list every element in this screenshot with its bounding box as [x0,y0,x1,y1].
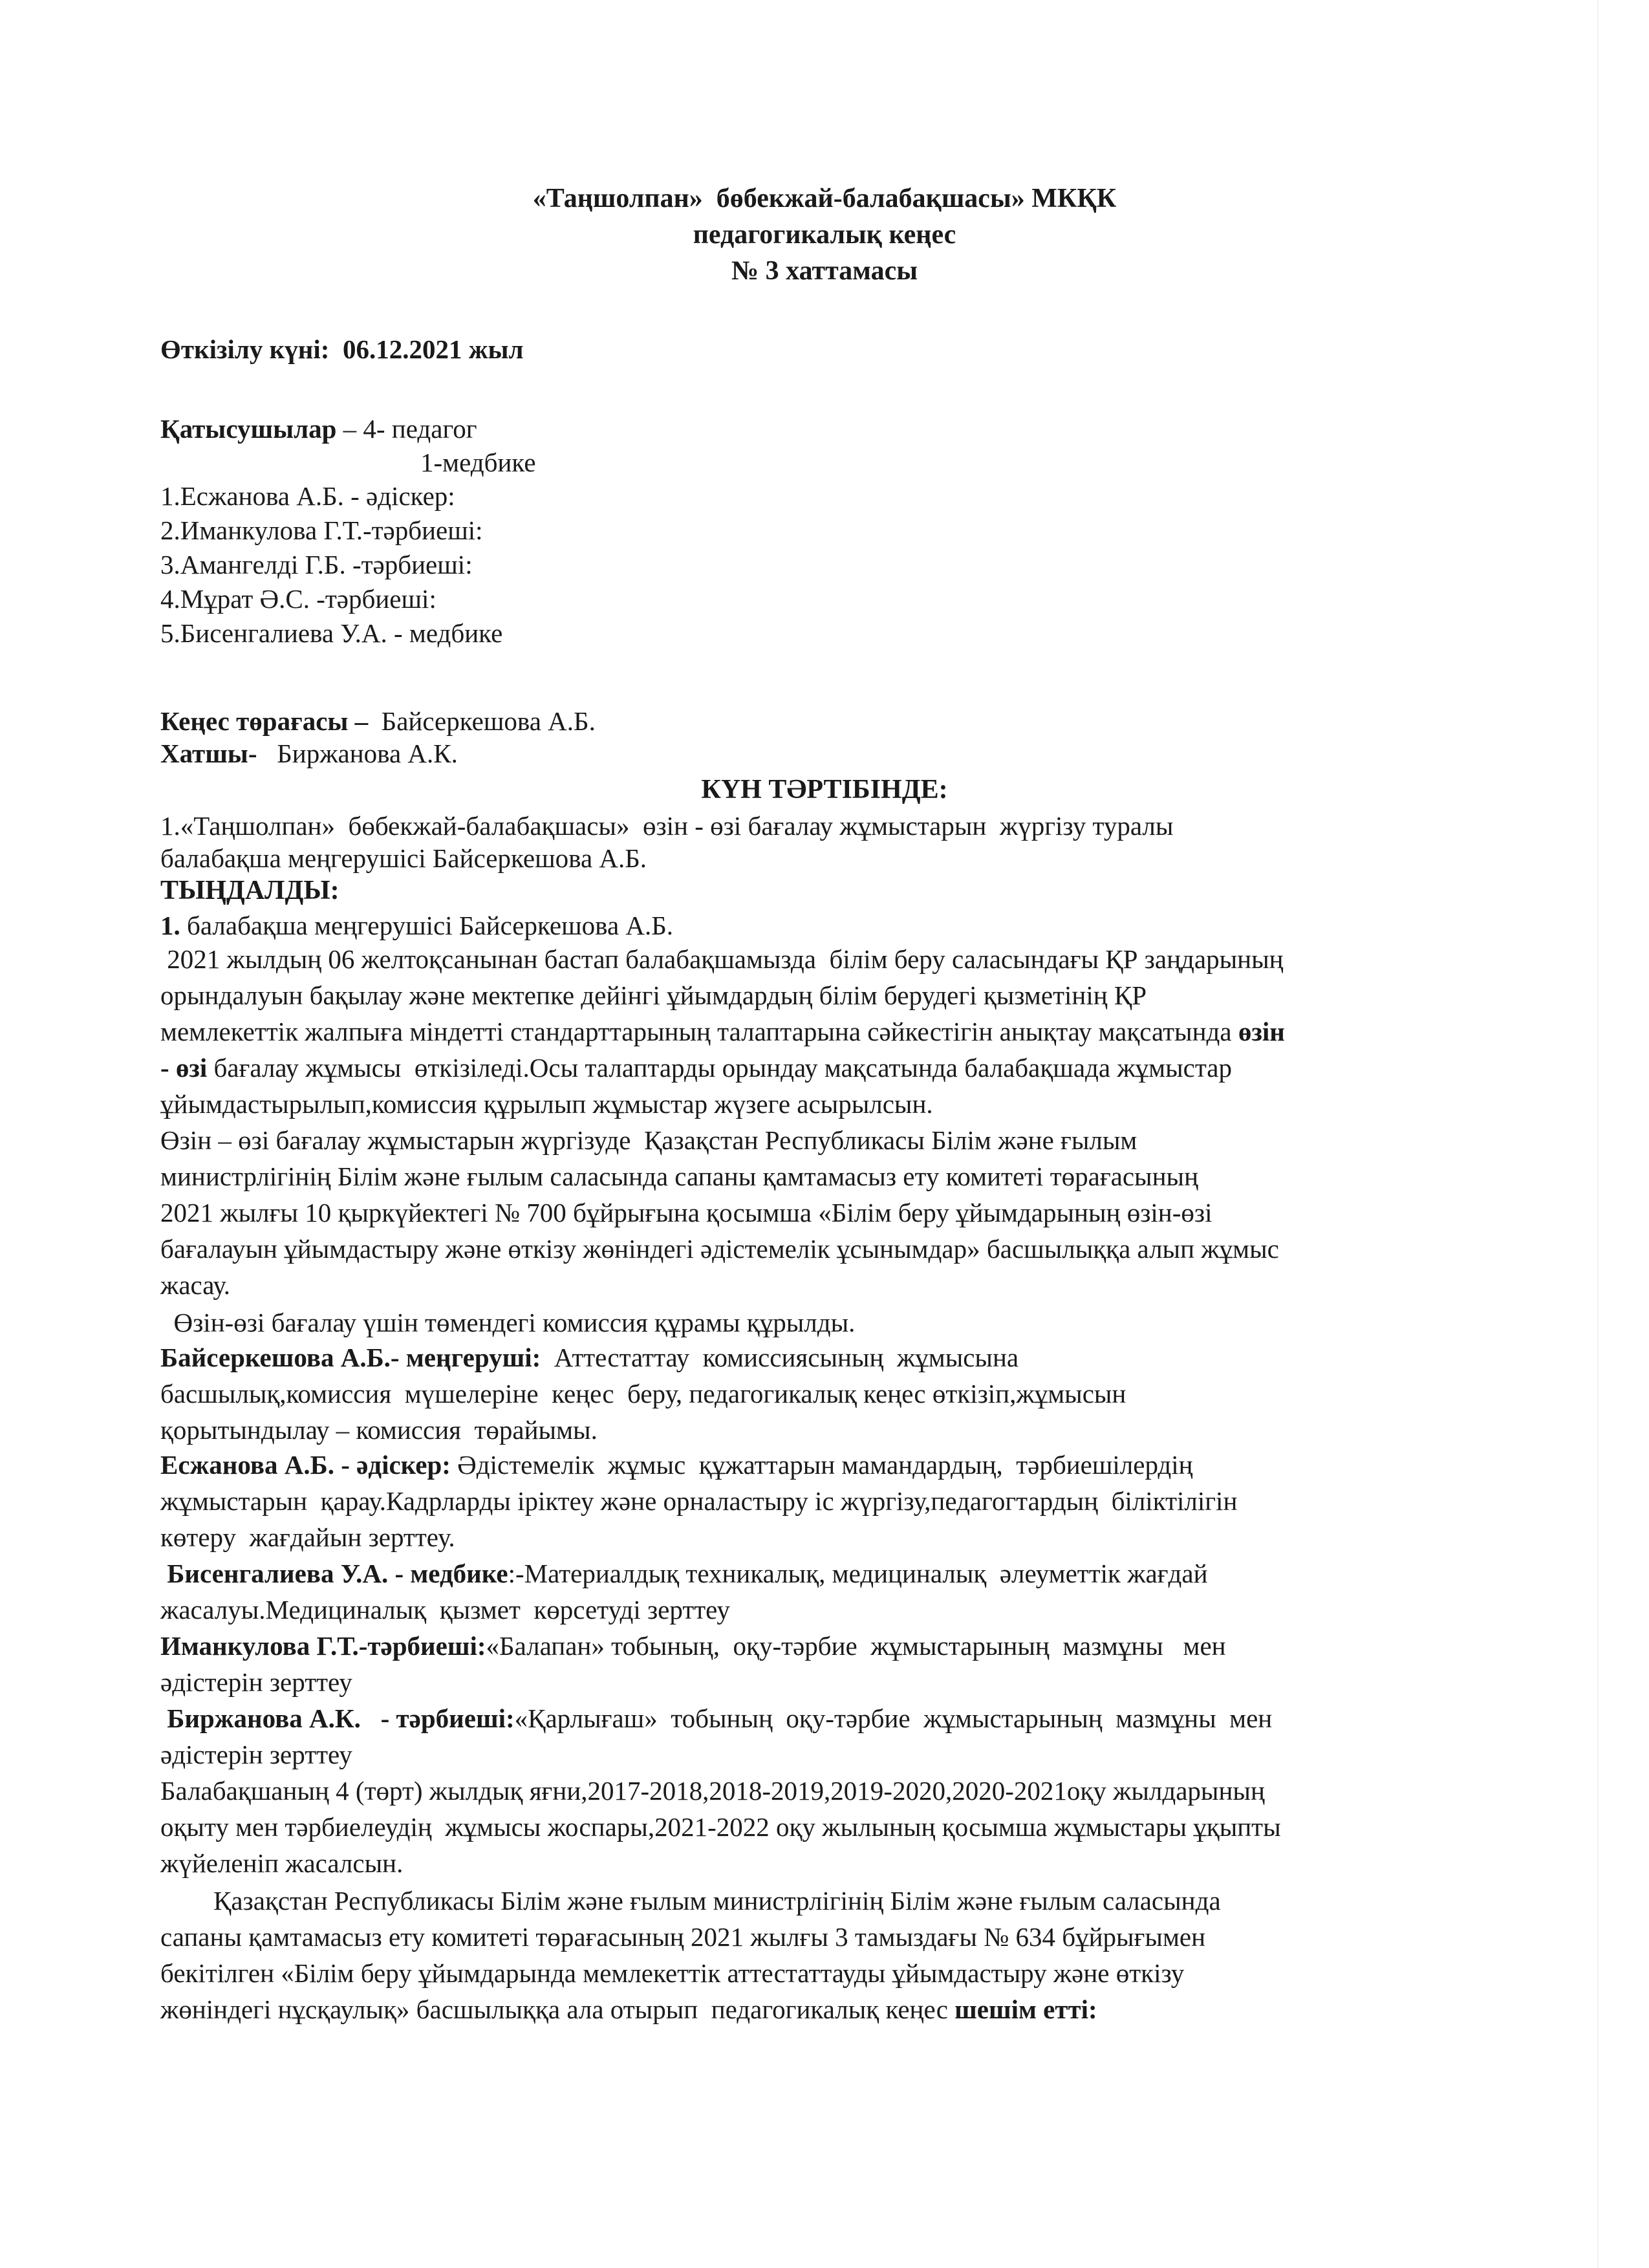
decision-line-2: сапаны қамтамасыз ету комитеті төрағасының 2021 жылғы 3 тамыздағы № 634 бұйрығымен [160,1922,1206,1952]
participants-count-2: 1-медбике [420,448,536,477]
member-2-name: Есжанова А.Б. - әдіскер: [160,1450,451,1480]
doc-header-protocol: № 3 хаттамасы [731,256,918,286]
secretary-name: Биржанова А.К. [257,739,458,768]
member-4-line-2: әдістерін зерттеу [160,1667,352,1697]
agenda-title: КҮН ТӘРТІБІНДЕ: [701,775,948,805]
plan-line-2: оқыту мен тәрбиелеудің жұмысы жоспары,2021-2022 оқу жылының қосымша жұмыстары ұқыпты [160,1812,1281,1842]
member-4-line-1: «Балапан» тобының, оқу-тәрбие жұмыстарының мазмұны мен [486,1631,1226,1661]
member-4-name: Иманкулова Г.Т.-тәрбиеші: [160,1631,486,1661]
plan-line-1: Балабақшаның 4 (төрт) жылдық яғни,2017-2018,2018-2019,2019-2020,2020-2021оқу жылдарының [160,1776,1265,1806]
commission-member-5 [160,1702,1272,1734]
heard-item-text: балабақша меңгерушісі Байсеркешова А.Б. [180,911,674,940]
para2-line-3: 2021 жылғы 10 қыркүйектегі № 700 бұйрығына қосымша «Білім беру ұйымдарының өзін-өзі [160,1198,1212,1227]
date-label: Өткізілу күні: [160,334,330,364]
council-chair [160,705,596,737]
chair-label: Кеңес төрағасы – [160,706,369,736]
secretary [160,737,458,770]
para1-line-4-text: бағалау жұмысы өткізіледі.Осы талаптарды орындау мақсатында балабақшада жұмыстар [207,1053,1232,1083]
heard-item-number: 1. [160,911,180,940]
heard-title: ТЫҢДАЛДЫ: [160,876,339,905]
member-1-line-3: қорытындылау – комиссия төрайымы. [160,1415,598,1445]
member-5-line-1: «Қарлығаш» тобының оқу-тәрбие жұмыстарының мазмұны мен [514,1703,1273,1733]
agenda-line-2: балабақша меңгерушісі Байсеркешова А.Б. [160,843,647,873]
meeting-date [160,333,523,365]
participant-2: 2.Иманкулова Г.Т.-тәрбиеші: [160,515,483,545]
decision-line-4 [160,1993,1097,2025]
para2-line-1: Өзін – өзі бағалау жұмыстарын жүргізуде Қазақстан Республикасы Білім және ғылым [160,1125,1137,1155]
para1-bold-ozi: - өзі [160,1053,208,1083]
participant-3: 3.Амангелді Г.Б. -тәрбиеші: [160,550,473,579]
para1-line-5: ұйымдастырылып,комиссия құрылып жұмыстар жүзеге асырылсын. [160,1089,933,1119]
commission-member-2 [160,1449,1193,1481]
participants-count-1: – 4- педагог [336,414,477,444]
para1-bold-ozin: өзін [1238,1017,1285,1046]
member-1-name: Байсеркешова А.Б.- меңгеруші: [160,1343,541,1372]
member-1-line-1: Аттестаттау комиссиясының жұмысына [541,1343,1019,1372]
decision-bold: шешім етті: [954,1994,1097,2024]
para2-line-5: жасау. [160,1270,230,1300]
scan-edge-line [1597,0,1599,2268]
commission-member-4 [160,1630,1226,1662]
doc-header-council: педагогикалық кеңес [693,220,956,250]
chair-name: Байсеркешова А.Б. [368,706,596,736]
doc-header-org: «Таңшолпан» бөбекжай-балабақшасы» МКҚК [532,184,1117,213]
participant-4: 4.Мұрат Ә.С. -тәрбиеші: [160,584,436,614]
para2-line-2: министрлігінің Білім және ғылым саласында сапаны қамтамасыз ету комитеті төрағасының [160,1161,1199,1191]
plan-line-3: жүйеленіп жасалсын. [160,1848,404,1878]
decision-line-1: Қазақстан Республикасы Білім және ғылым министрлігінің Білім және ғылым саласында [160,1886,1221,1916]
member-3-line-1: :-Материалдық техникалық, медициналық әлеуметтік жағдай [508,1559,1208,1588]
para1-line-3-text: мемлекеттік жалпыға міндетті стандарттарының талаптарына сәйкестігін анықтау мақсатында [160,1017,1238,1046]
member-2-line-1: Әдістемелік жұмыс құжаттарын мамандардың, тәрбиешілердің [450,1450,1193,1480]
member-2-line-2: жұмыстарын қарау.Кадрларды іріктеу және орналастыру іс жүргізу,педагогтардың біліктілігін [160,1486,1238,1516]
agenda-line-1: 1.«Таңшолпан» бөбекжай-балабақшасы» өзін - өзі бағалау жұмыстарын жүргізу туралы [160,811,1174,841]
para2-line-4: бағалауын ұйымдастыру және өткізу жөніндегі әдістемелік ұсынымдар» басшылыққа алып жұмыс [160,1234,1279,1264]
participant-5: 5.Бисенгалиева У.А. - медбике [160,618,503,648]
member-3-line-2: жасалуы.Медициналық қызмет көрсетуді зерттеу [160,1595,730,1625]
member-5-name: Биржанова А.К. - тәрбиеші: [160,1703,515,1733]
para1-line-3 [160,1015,1285,1048]
heard-item [160,909,673,942]
member-2-line-3: көтеру жағдайын зерттеу. [160,1522,455,1552]
secretary-label: Хатшы- [160,739,257,768]
decision-line-4-text: жөніндегі нұсқаулық» басшылыққа ала отырып педагогикалық кеңес [160,1994,955,2024]
participants-label: Қатысушылар [160,414,337,444]
member-3-name: Бисенгалиева У.А. - медбике [160,1559,508,1588]
participants-heading [160,413,477,445]
member-5-line-2: әдістерін зерттеу [160,1740,352,1769]
member-1-line-2: басшылық,комиссия мүшелеріне кеңес беру, педагогикалық кеңес өткізіп,жұмысын [160,1379,1126,1409]
commission-member-1 [160,1341,1018,1374]
participant-1: 1.Есжанова А.Б. - әдіскер: [160,481,455,511]
commission-member-3 [160,1557,1208,1590]
para1-line-2: орындалуын бақылау және мектепке дейінгі ұйымдардың білім берудегі қызметінің ҚР [160,980,1147,1010]
para1-line-4 [160,1052,1232,1084]
decision-line-3: бекітілген «Білім беру ұйымдарында мемлекеттік аттестаттауды ұйымдастыру және өткізу [160,1958,1185,1988]
para1-line-1: 2021 жылдың 06 желтоқсанынан бастап балабақшамызда білім беру саласындағы ҚР заңдарының [160,944,1284,974]
date-value: 06.12.2021 жыл [342,334,524,364]
commission-intro: Өзін-өзі бағалау үшін төмендегі комиссия құрамы құрылды. [160,1308,856,1337]
